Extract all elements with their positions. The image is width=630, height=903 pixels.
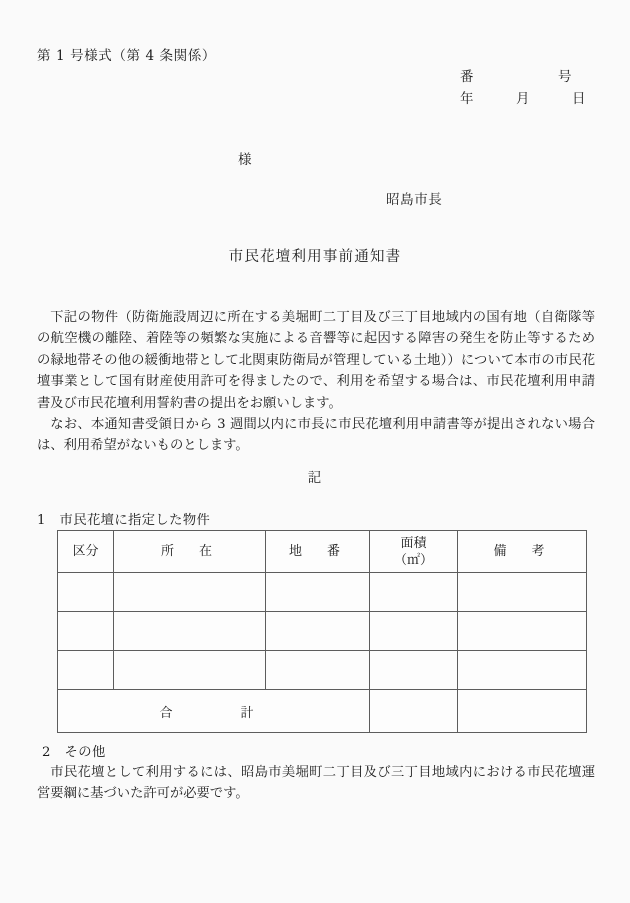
document-number-field: 番 号 xyxy=(460,69,572,85)
header-menseki-unit: （㎡） xyxy=(393,552,433,568)
header-menseki-label: 面積 xyxy=(400,535,427,551)
property-table xyxy=(57,530,587,733)
body-paragraph-1: 下記の物件（防衛施設周辺に所在する美堀町二丁目及び三丁目地域内の国有地（自衛隊等の航空機の離陸、着陸等の頻繁な実施による音響等に起因する障害の発生を防止等するための緑地帯その他の緩衝地帯として北関東防衛局が管理している土地））について本市の市民花壇事業として国有財産使用許可を得ましたので、利用を希望する場合は、市民花壇利用申請書及び市民花壇利用誓約書の提出をお願いします。 xyxy=(37,310,595,411)
cell-bikou[interactable] xyxy=(458,573,587,612)
section-2-heading: 2 その他 xyxy=(42,745,106,760)
table-row xyxy=(58,573,587,612)
cell-menseki[interactable] xyxy=(370,573,458,612)
body-paragraph-2: なお、本通知書受領日から 3 週間以内に市長に市民花壇利用申請書等が提出されない場合は、利用希望がないものとします。 xyxy=(37,417,595,454)
header-bikou: 備 考 xyxy=(458,531,587,573)
table-row xyxy=(58,612,587,651)
header-kubun: 区分 xyxy=(58,531,114,573)
cell-shozai[interactable] xyxy=(114,573,266,612)
cell-chiban[interactable] xyxy=(266,612,370,651)
section-1-heading: 1 市民花壇に指定した物件 xyxy=(37,513,211,528)
section-2-paragraph: 市民花壇として利用するには、昭島市美堀町二丁目及び三丁目地域内における市民花壇運営要綱に基づいた許可が必要です。 xyxy=(37,765,595,802)
addressee-honorific: 様 xyxy=(238,152,252,168)
cell-shozai[interactable] xyxy=(114,651,266,690)
total-bikou[interactable] xyxy=(458,690,587,733)
cell-kubun[interactable] xyxy=(58,573,114,612)
cell-chiban[interactable] xyxy=(266,651,370,690)
header-menseki xyxy=(370,531,458,573)
ki-marker: 記 xyxy=(307,470,323,486)
form-number: 第 1 号様式（第 4 条関係） xyxy=(37,48,216,64)
header-chiban: 地 番 xyxy=(266,531,370,573)
cell-bikou[interactable] xyxy=(458,612,587,651)
cell-shozai[interactable] xyxy=(114,612,266,651)
table-header-row xyxy=(58,531,587,573)
table-total-row xyxy=(58,690,587,733)
cell-bikou[interactable] xyxy=(458,651,587,690)
cell-menseki[interactable] xyxy=(370,612,458,651)
document-date-field: 年 月 日 xyxy=(460,91,586,107)
cell-kubun[interactable] xyxy=(58,612,114,651)
total-menseki[interactable] xyxy=(370,690,458,733)
total-label: 合 計 xyxy=(58,690,370,733)
cell-chiban[interactable] xyxy=(266,573,370,612)
table-row xyxy=(58,651,587,690)
body-text xyxy=(37,307,595,457)
section-2-text xyxy=(37,762,595,805)
page-title: 市民花壇利用事前通知書 xyxy=(228,249,402,265)
document-meta xyxy=(460,66,586,110)
cell-kubun[interactable] xyxy=(58,651,114,690)
issuer-name: 昭島市長 xyxy=(386,192,443,208)
header-shozai: 所 在 xyxy=(114,531,266,573)
cell-menseki[interactable] xyxy=(370,651,458,690)
